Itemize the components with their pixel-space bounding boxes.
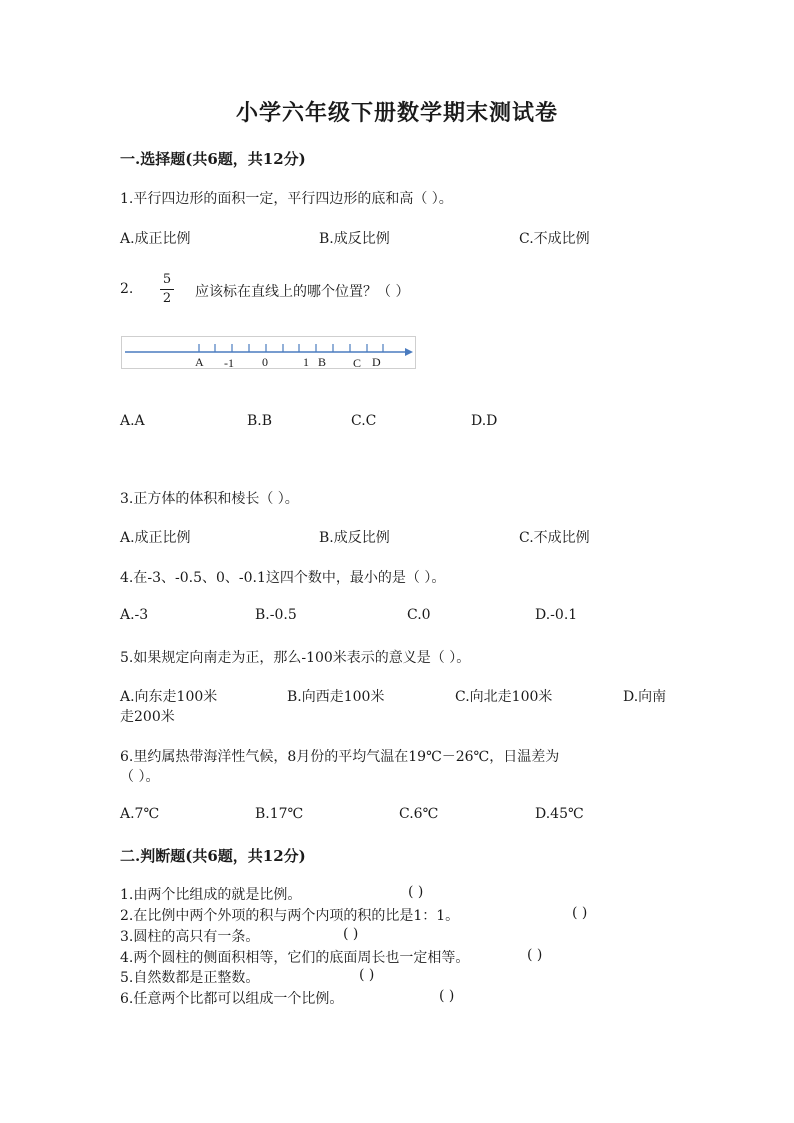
q4-option-b: B.-0.5 xyxy=(255,607,297,623)
page-title: 小学六年级下册数学期末测试卷 xyxy=(235,100,558,126)
q6-option-c: C.6℃ xyxy=(399,806,439,822)
number-line xyxy=(121,336,417,370)
judge-item-4: 4.两个圆柱的侧面积相等，它们的底面周长也一定相等。 xyxy=(120,950,470,966)
judge-item-5: 5.自然数都是正整数。 xyxy=(120,970,260,986)
q3-option-b: B.成反比例 xyxy=(319,530,390,546)
question-2: 应该标在直线上的哪个位置？（ ） xyxy=(195,284,410,300)
judge-item-6: 6.任意两个比都可以组成一个比例。 xyxy=(120,991,344,1007)
q2-option-d: D.D xyxy=(471,413,498,429)
judge-item-2: 2.在比例中两个外项的积与两个内项的积的比是1：1。 xyxy=(120,908,460,924)
fraction-numerator: 5 xyxy=(162,272,172,287)
q1-option-b: B.成反比例 xyxy=(319,231,390,247)
label-a: A xyxy=(195,355,204,369)
question-5: 5.如果规定向南走为正，那么-100米表示的意义是（ ）。 xyxy=(120,650,471,666)
q6-option-d: D.45℃ xyxy=(535,806,584,822)
judge-paren-2: ( ) xyxy=(572,905,588,921)
label-one: 1 xyxy=(303,355,309,369)
label-zero: 0 xyxy=(262,355,268,369)
q1-option-c: C.不成比例 xyxy=(519,231,590,247)
q2-option-c: C.C xyxy=(351,413,377,429)
q5-option-c: C.向北走100米 xyxy=(455,689,553,705)
label-c: C xyxy=(353,356,362,370)
judge-paren-5: ( ) xyxy=(359,967,375,983)
judge-item-1: 1.由两个比组成的就是比例。 xyxy=(120,887,302,903)
q4-option-c: C.0 xyxy=(407,607,431,623)
q4-option-d: D.-0.1 xyxy=(535,607,578,623)
question-6-continued: （ ）。 xyxy=(120,769,160,785)
label-d: D xyxy=(372,355,381,369)
question-4: 4.在-3、-0.5、0、-0.1这四个数中，最小的是（ ）。 xyxy=(120,570,446,586)
fraction-denominator: 2 xyxy=(162,291,172,306)
q2-option-b: B.B xyxy=(247,413,273,429)
q4-option-a: A.-3 xyxy=(120,607,149,623)
judge-paren-3: ( ) xyxy=(343,926,359,942)
judge-item-3: 3.圆柱的高只有一条。 xyxy=(120,929,260,945)
label-b: B xyxy=(318,355,327,369)
q2-option-a: A.A xyxy=(120,413,145,429)
fraction xyxy=(160,272,174,307)
question-3: 3.正方体的体积和棱长（ ）。 xyxy=(120,491,299,507)
q5-option-d: D.向南 xyxy=(623,689,667,705)
q6-option-a: A.7℃ xyxy=(120,806,160,822)
q6-option-b: B.17℃ xyxy=(255,806,304,822)
section-heading-judgement: 二.判断题(共6题，共12分) xyxy=(120,847,306,865)
section-heading-choice: 一.选择题(共6题，共12分) xyxy=(120,150,306,168)
q5-option-b: B.向西走100米 xyxy=(287,689,385,705)
judge-paren-6: ( ) xyxy=(439,988,455,1004)
q3-option-c: C.不成比例 xyxy=(519,530,590,546)
q1-option-a: A.成正比例 xyxy=(120,231,191,247)
question-2-number: 2. xyxy=(120,281,134,297)
judge-paren-4: ( ) xyxy=(527,947,543,963)
q5-option-d-continued: 走200米 xyxy=(120,709,175,725)
q3-option-a: A.成正比例 xyxy=(120,530,191,546)
question-1: 1.平行四边形的面积一定，平行四边形的底和高（ ）。 xyxy=(120,191,453,207)
question-6: 6.里约属热带海洋性气候，8月份的平均气温在19℃－26℃，日温差为 xyxy=(120,749,560,765)
judge-paren-1: ( ) xyxy=(408,884,424,900)
q5-option-a: A.向东走100米 xyxy=(120,689,218,705)
label-minus-one: -1 xyxy=(224,356,234,370)
